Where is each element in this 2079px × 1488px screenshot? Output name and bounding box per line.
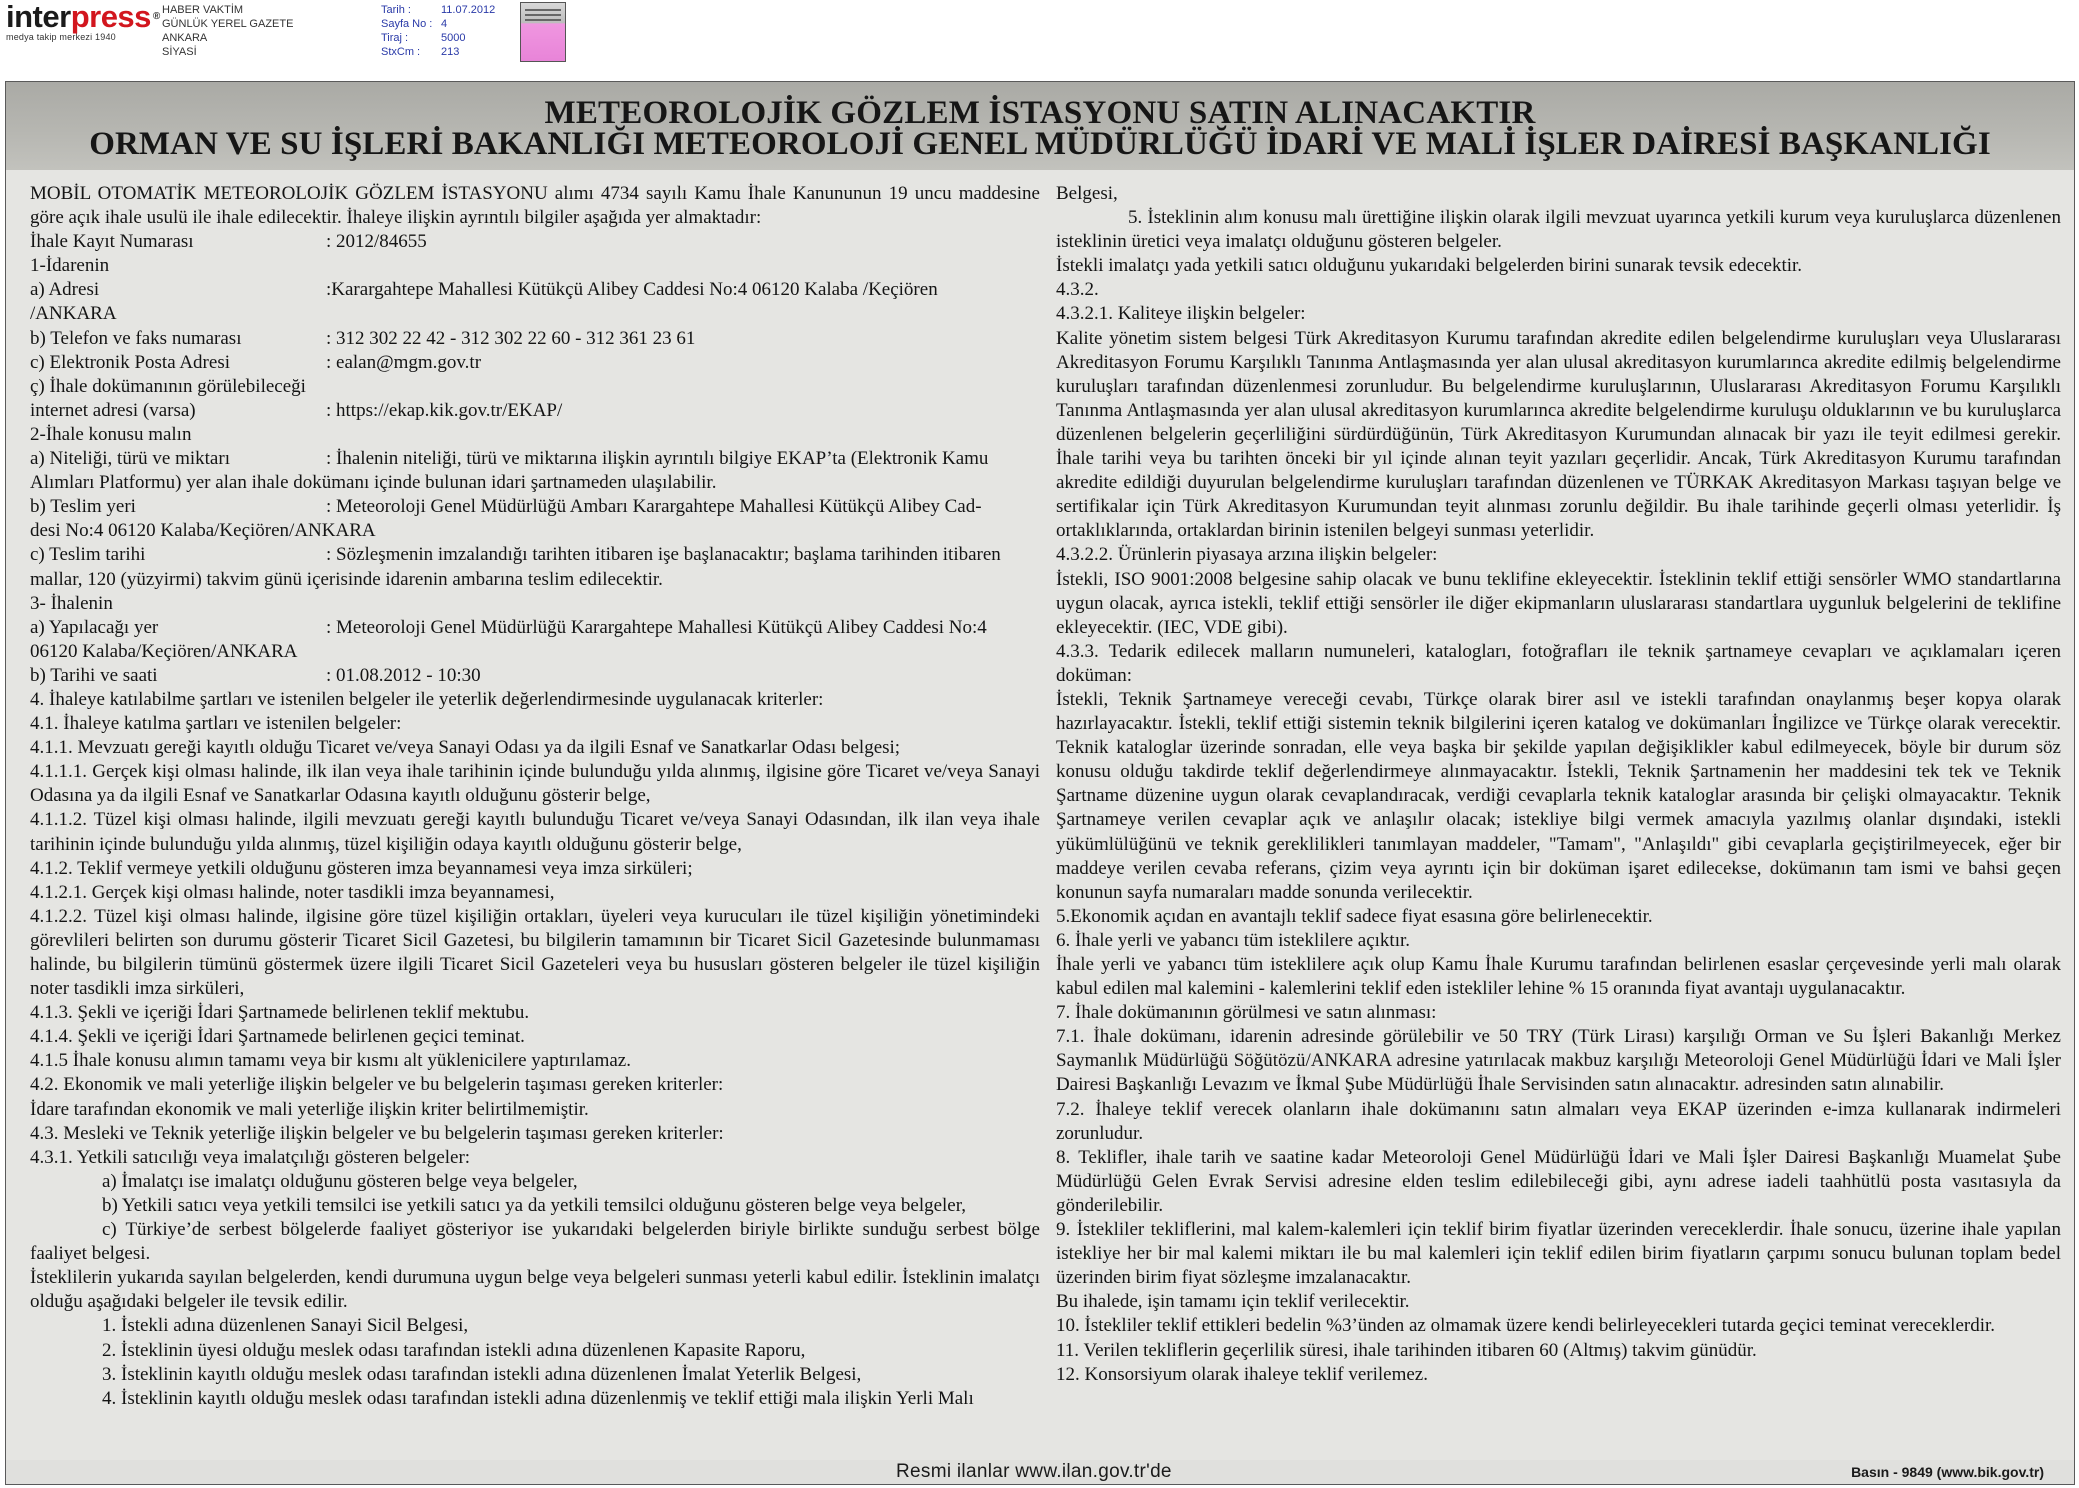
field-value: : ealan@mgm.gov.tr <box>326 351 482 373</box>
notice-paragraph: 7.2. İhaleye teklif verecek olanların ihale dokümanını satın almaları veya EKAP üzerinden e-imza kullanarak indirmeleri zorunludur. <box>1056 1098 2061 1144</box>
field-value: : Meteoroloji Genel Müdürlüğü Ambarı Karargahtepe Mahallesi Kütükçü Alibey Cad- <box>326 496 982 518</box>
notice-paragraph: /ANKARA <box>30 303 117 325</box>
field-row <box>30 543 1040 567</box>
notice-paragraph: 4.1.4. Şekli ve içeriği İdari Şartnamede belirlenen geçici teminat. <box>30 1026 525 1048</box>
field-label: c) Elektronik Posta Adresi <box>30 351 230 373</box>
notice-paragraph: İstekli, Teknik Şartnameye vereceği cevabı, Türkçe olarak birer asıl ve istekli tarafından onaylanmış beşer kopya olarak hazırlayacaktır. İstekli, teklif ettiği sistemin teknik bilgilerini içeren katalog ve dokümanları İngilizce ve Türkçe olarak verecektir. Teknik kataloglar üzerinde sonradan, elle veya başka bir şekilde yapılan değişiklikler kabul edilmeyecek, böyle bir durum söz konusu olduğu takdirde teklif değerlendirmeye alınmayacaktır. İstekli, Teknik Şartnamenin her maddesini tek tek ve Teknik Şartname düzenine uygun olarak cevaplandıracak, verdiği cevaplarla teknik kataloglar arasında bir çelişki olmayacaktır. Teknik Şartnameye verilen cevaplar açık ve anlaşılır olacak; istekliye bilgi vermek amacıyla yazılmış olanlar dışındaki, istekli yükümlülüğünü ve teknik gereklilikleri tanımlayan maddeler, "Tamam", "Anlaşıldı" gibi cevaplarla geçiştirilmeyecek, eğer bir maddeye verilen cevaba referans, çizim veya ayrıntı için bir doküman işaret edilecekse, dokümanın tam ismi ve bahsi geçen konunun sayfa numaraları madde sonunda verilecektir. <box>1056 688 2061 903</box>
notice-paragraph: 6. İhale yerli ve yabancı tüm isteklilere açıktır. <box>1056 929 1411 951</box>
notice-paragraph: 8. Teklifler, ihale tarih ve saatine kadar Meteoroloji Genel Müdürlüğü İdari ve Mali İşler Dairesi Başkanlığı Muamelat Şube Müdürlüğü Gelen Evrak Servisi adresine elden teslim edilebileceği gibi, aynı adrese iadeli taahhütlü posta vasıtasıyla da gönderilebilir. <box>1056 1146 2061 1216</box>
field-row <box>30 664 1040 688</box>
interpress-logo <box>6 2 160 42</box>
notice-paragraph: ç) İhale dokümanının görülebileceği <box>30 375 306 397</box>
notice-paragraph: Alımları Platformu) yer alan ihale dokümanı içinde bulunan idari şartnameden ulaşılabilir. <box>30 472 717 494</box>
notice-paragraph: 4.1.2.2. Tüzel kişi olması halinde, ilgisine göre tüzel kişiliğin ortakları, üyeleri veya kurucuları ile tüzel kişiliğin yönetimindeki görevlileri belirten son durumu gösterir Ticaret Sicil Gazetesi, bu bilgilerin tamamının bir Ticaret Sicil Gazetesinde bulunmaması halinde, bu bilgilerin tümünü göstermek üzere ilgili Ticaret Sicil Gazeteleri veya bu hususları gösteren belgeler ile tüzel kişiliğin noter tasdikli imza sirküleri, <box>30 905 1040 1000</box>
notice-paragraph: 4.1.2. Teklif vermeye yetkili olduğunu gösteren imza beyannamesi veya imza sirküleri; <box>30 857 693 879</box>
notice-paragraph: MOBİL OTOMATİK METEOROLOJİK GÖZLEM İSTASYONU alımı 4734 sayılı Kamu İhale Kanununun 19 uncu maddesine göre açık ihale usulü ile ihale edilecektir. İhaleye ilişkin ayrıntılı bilgiler aşağıda yer almaktadır: <box>30 183 1040 229</box>
clip-meta-label: Sayfa No : <box>381 18 433 30</box>
field-label: a) Yapılacağı yer <box>30 616 159 638</box>
notice-paragraph: 11. Verilen tekliflerin geçerlilik süresi, ihale tarihinden itibaren 60 (Altmış) takvim günüdür. <box>1056 1339 1757 1361</box>
notice-paragraph: 4. İhaleye katılabilme şartları ve istenilen belgeler ile yeterlik değerlendirmesinde uygulanacak kriterler: <box>30 688 824 710</box>
field-label: b) Tarihi ve saati <box>30 664 158 686</box>
notice-paragraph: b) Yetkili satıcı veya yetkili temsilci ise yetkili satıcı ya da yetkili temsilci olduğunu gösteren belge veya belgeler, <box>102 1194 967 1216</box>
notice-paragraph: 4.1.1.2. Tüzel kişi olması halinde, ilgili mevzuatı gereği kayıtlı bulunduğu Ticaret ve/veya Sanayi Odasından, ilk ilan veya ihale tarihinin içinde bulunduğu yılda alınmış, tüzel kişiliğin odaya kayıtlı olduğunu gösterir belge, <box>30 809 1040 855</box>
notice-paragraph: 2-İhale konusu malın <box>30 423 192 445</box>
notice-paragraph: 4.3.1. Yetkili satıcılığı veya imalatçılığı gösteren belgeler: <box>30 1146 471 1168</box>
notice-paragraph: 4.1.5 İhale konusu alımın tamamı veya bir kısmı alt yüklenicilere yaptırılamaz. <box>30 1050 631 1072</box>
publication-city: ANKARA <box>162 32 208 44</box>
publication-category: SİYASİ <box>162 46 197 58</box>
notice-paragraph: 5.Ekonomik açıdan en avantajlı teklif sadece fiyat esasına göre belirlenecektir. <box>1056 905 1653 927</box>
clip-meta-row <box>381 31 495 45</box>
field-label: internet adresi (varsa) <box>30 399 196 421</box>
publication-info <box>162 3 293 59</box>
notice-paragraph: İsteklilerin yukarıda sayılan belgelerden, kendi durumuna uygun belge veya belgeleri sunması yeterli kabul edilir. İsteklinin imalatçı olduğu aşağıdaki belgeler ile tevsik edilir. <box>30 1267 1040 1313</box>
notice-paragraph: 4.2. Ekonomik ve mali yeterliğe ilişkin belgeler ve bu belgelerin taşıması gereken kriterler: <box>30 1074 724 1096</box>
right-column <box>1056 182 2061 1387</box>
clip-meta-label: StxCm : <box>381 46 421 58</box>
field-value: : 01.08.2012 - 10:30 <box>326 664 481 686</box>
notice-title: METEOROLOJİK GÖZLEM İSTASYONU SATIN ALINACAKTIR <box>544 95 1536 131</box>
notice-paragraph: 7.1. İhale dokümanı, idarenin adresinde görülebilir ve 50 TRY (Türk Lirası) karşılığı Orman ve Su İşleri Bakanlığı Merkez Saymanlık Müdürlüğü Söğütözü/ANKARA adresine yatırılacak makbuz karşılığı Meteoroloji Genel Müdürlüğü İdari ve Mali İşler Dairesi Başkanlığı Levazım ve İkmal Şube Müdürlüğü İhale Servisinden satın alınacaktır. adresinden satın alınabilir. <box>1056 1026 2061 1096</box>
notice-paragraph: 3. İsteklinin kayıtlı olduğu meslek odası tarafından istekli adına düzenlenen İmalat Yeterlik Belgesi, <box>102 1363 862 1385</box>
notice-paragraph: 4.1.1. Mevzuatı gereği kayıtlı olduğu Ticaret ve/veya Sanayi Odası ya da ilgili Esnaf ve Sanatkarlar Odası belgesi; <box>30 737 901 759</box>
notice-paragraph: 4. İsteklinin kayıtlı olduğu meslek odası tarafından istekli adına düzenlenmiş ve teklif ettiği mala ilişkin Yerli Malı <box>102 1387 974 1409</box>
field-label: c) Teslim tarihi <box>30 544 146 566</box>
clipping-header <box>0 0 2079 80</box>
notice-paragraph: 2. İsteklinin üyesi olduğu meslek odası tarafından istekli adına düzenlenen Kapasite Raporu, <box>102 1339 806 1361</box>
notice-paragraph: 06120 Kalaba/Keçiören/ANKARA <box>30 640 298 662</box>
field-value: : Sözleşmenin imzalandığı tarihten itibaren işe başlanacaktır; başlama tarihinden itibaren <box>326 544 1001 566</box>
clip-meta-value: 213 <box>441 46 460 58</box>
clip-meta-value: 11.07.2012 <box>441 4 496 16</box>
registered-mark: ® <box>152 11 160 22</box>
publication-name: HABER VAKTİM <box>162 4 244 16</box>
notice-paragraph: 4.1. İhaleye katılma şartları ve istenilen belgeler: <box>30 713 402 735</box>
field-row <box>30 495 1040 519</box>
field-row <box>30 616 1040 640</box>
field-label: b) Telefon ve faks numarası <box>30 327 242 349</box>
publication-type: GÜNLÜK YEREL GAZETE <box>162 18 294 30</box>
clip-meta-row <box>381 17 495 31</box>
notice-paragraph: 4.3.3. Tedarik edilecek malların numuneleri, katalogları, fotoğrafları ile teknik şartnameye cevapları ve açıklamaları içeren doküman: <box>1056 640 2061 686</box>
field-row <box>30 447 1040 471</box>
notice-paragraph: c) Türkiye’de serbest bölgelerde faaliyet gösteriyor ise yukarıdaki belgelerden biriyle birlikte sunduğu serbest bölge faaliyet belgesi. <box>30 1219 1040 1265</box>
field-row <box>30 399 1040 423</box>
field-label: a) Adresi <box>30 279 100 301</box>
clip-meta-label: Tarih : <box>381 4 411 16</box>
notice-paragraph: 9. İstekliler tekliflerini, mal kalem-kalemleri için teklif birim fiyatlar üzerinden vereceklerdir. İhale sonucu, üzerine ihale yapılan istekliye her bir mal kalemi miktarı ile bu mal kalemleri için teklif edilen birim fiyatların çarpımı sonucu bulunan toplam bedel üzerinden birim fiyat sözleşme imzalanacaktır. <box>1056 1219 2061 1289</box>
logo-word-black: inter <box>6 0 71 34</box>
clip-meta-value: 5000 <box>441 32 466 44</box>
field-label: b) Teslim yeri <box>30 496 136 518</box>
notice-paragraph: İstekli imalatçı yada yetkili satıcı olduğunu yukarıdaki belgelerden birini sunarak tevsik edecektir. <box>1056 255 1803 277</box>
notice-paragraph: 4.1.1.1. Gerçek kişi olması halinde, ilk ilan veya ihale tarihinin içinde bulunduğu yılda alınmış, ilgisine göre Ticaret ve/veya Sanayi Odasına ya da ilgili Esnaf ve Sanatkarlar Odasına kayıtlı olduğunu gösterir belge, <box>30 761 1040 807</box>
notice-paragraph: 4.1.3. Şekli ve içeriği İdari Şartnamede belirlenen teklif mektubu. <box>30 1002 530 1024</box>
notice-paragraph: 4.3.2.2. Ürünlerin piyasaya arzına ilişkin belgeler: <box>1056 544 1438 566</box>
clip-meta-label: Tiraj : <box>381 32 409 44</box>
field-label: a) Niteliği, türü ve miktarı <box>30 448 230 470</box>
notice-paragraph: 4.3.2.1. Kaliteye ilişkin belgeler: <box>1056 303 1306 325</box>
notice-paragraph: 3- İhalenin <box>30 592 113 614</box>
field-value: : Meteoroloji Genel Müdürlüğü Karargahtepe Mahallesi Kütükçü Alibey Caddesi No:4 <box>326 616 987 638</box>
notice-paragraph: Belgesi, <box>1056 183 1118 204</box>
title-bar <box>6 82 2074 170</box>
clip-meta-row <box>381 3 495 17</box>
field-row <box>30 351 1040 375</box>
field-label: İhale Kayıt Numarası <box>30 231 194 253</box>
notice-paragraph: İdare tarafından ekonomik ve mali yeterliğe ilişkin kriter belirtilmemiştir. <box>30 1098 589 1120</box>
footer-ilan-site: Resmi ilanlar www.ilan.gov.tr'de <box>896 1461 1172 1482</box>
field-row <box>30 327 1040 351</box>
notice-paragraph: 1-İdarenin <box>30 255 110 277</box>
notice-paragraph: 4.3. Mesleki ve Teknik yeterliğe ilişkin belgeler ve bu belgelerin taşıması gereken kriterler: <box>30 1122 724 1144</box>
clip-meta-row <box>381 45 495 59</box>
notice-paragraph: Bu ihalede, işin tamamı için teklif verilecektir. <box>1056 1291 1410 1313</box>
field-row <box>30 230 1040 254</box>
footer-basin-code: Basın - 9849 (www.bik.gov.tr) <box>1851 1464 2044 1480</box>
left-column <box>30 182 1040 1411</box>
clip-meta <box>381 3 495 59</box>
notice-paragraph: desi No:4 06120 Kalaba/Keçiören/ANKARA <box>30 520 376 542</box>
notice-footer <box>6 1460 2074 1484</box>
notice-paragraph: 1. İstekli adına düzenlenen Sanayi Sicil Belgesi, <box>102 1315 469 1337</box>
notice-paragraph: 4.3.2. <box>1056 279 1099 301</box>
notice-paragraph: İhale yerli ve yabancı tüm isteklilere açık olup Kamu İhale Kurumu tarafından belirlenen esaslar çerçevesinde yerli malı olarak kabul edilen mal kalemini - kalemlerini teklif eden istekliler lehine % 15 oranında fiyat avantajı uygulanacaktır. <box>1056 954 2061 1000</box>
notice-paragraph: Kalite yönetim sistem belgesi Türk Akreditasyon Kurumu tarafından akredite edilen belgelendirme kuruluşları veya Uluslararası Akreditasyon Forumu Karşılıklı Tanınma Antlaşmasında yer alan ulusal akreditasyon kurumlarınca akredite edilmiş belgelendirme kuruluşları tarafından düzenlenmesi zorunludur. Bu belgelendirme kuruluşlarının, Uluslararası Akreditasyon Forumu Karşılıklı Tanınma Antlaşmasında yer alan ulusal akreditasyon kurumlarınca akredite belgelendirme kuruluşu olduklarının ve bu kuruluşlarca düzenlenen belgelerin geçerliliğini sürdürdüğünün, Türk Akreditasyon Kurumundan alınacak bir yazı ile teyit edilmesi gerekir. İhale tarihi veya bu tarihten önceki bir yıl içinde alınan teyit yazıları geçerlidir. Ancak, Türk Akreditasyon Kurumu tarafından akredite edildiği duyurulan belgelendirme kuruluşları tarafından düzenlenen ve TÜRKAK Akreditasyon Markası taşıyan belge ve sertifikalar için Türk Akreditasyon Kurumundan teyit alınması zorunlu değildir. Bu ihale tarihinde geçerli olması yeterlidir. İş ortaklıklarında, ortaklardan birinin istenilen belgeyi sunması yeterlidir. <box>1056 327 2061 542</box>
notice-clipping <box>5 81 2075 1485</box>
page-thumbnail <box>520 2 566 62</box>
field-value: : https://ekap.kik.gov.tr/EKAP/ <box>326 399 563 421</box>
notice-paragraph: 4.1.2.1. Gerçek kişi olması halinde, noter tasdikli imza beyannamesi, <box>30 881 555 903</box>
field-value: : 2012/84655 <box>326 231 427 253</box>
field-value: : İhalenin niteliği, türü ve miktarına ilişkin ayrıntılı bilgiye EKAP’ta (Elektronik Kamu <box>326 448 989 470</box>
notice-paragraph: İstekli, ISO 9001:2008 belgesine sahip olacak ve bunu teklifine ekleyecektir. İsteklinin teklif ettiği sensörler WMO standartlarına uygun olacak, ayrıca istekli, teklif ettiği sensörler ile diğer ekipmanların uluslararası standartlara uygunluk belgelerini de teklifine ekleyecektir. (IEC, VDE gibi). <box>1056 568 2061 638</box>
logo-tagline: medya takip merkezi 1940 <box>6 32 116 42</box>
notice-paragraph: 10. İstekliler teklif ettikleri bedelin %3’ünden az olmamak üzere kendi belirleyecekleri tutarda geçici teminat vereceklerdir. <box>1056 1315 1996 1337</box>
clip-meta-value: 4 <box>441 18 448 30</box>
notice-paragraph: 12. Konsorsiyum olarak ihaleye teklif verilemez. <box>1056 1363 1428 1385</box>
notice-paragraph: mallar, 120 (yüzyirmi) takvim günü içerisinde idarenin ambarına teslim edilecektir. <box>30 568 663 590</box>
field-value: : 312 302 22 42 - 312 302 22 60 - 312 361 23 61 <box>326 327 696 349</box>
notice-subtitle: ORMAN VE SU İŞLERİ BAKANLIĞI METEOROLOJİ GENEL MÜDÜRLÜĞÜ İDARİ VE MALİ İŞLER DAİRESİ BAŞKANLIĞI <box>89 126 1991 162</box>
field-row <box>30 278 1040 302</box>
notice-paragraph: a) İmalatçı ise imalatçı olduğunu gösteren belge veya belgeler, <box>102 1170 578 1192</box>
notice-paragraph: 5. İsteklinin alım konusu malı ürettiğine ilişkin olarak ilgili mevzuat uyarınca yetkili kurum veya kuruluşlarca düzenlenen isteklinin üretici veya imalatçı olduğunu gösteren belgeler. <box>1056 207 2061 253</box>
logo-word-red: press <box>70 0 151 34</box>
notice-paragraph: 7. İhale dokümanının görülmesi ve satın alınması: <box>1056 1002 1437 1024</box>
field-value: :Karargahtepe Mahallesi Kütükçü Alibey Caddesi No:4 06120 Kalaba /Keçiören <box>326 279 938 301</box>
